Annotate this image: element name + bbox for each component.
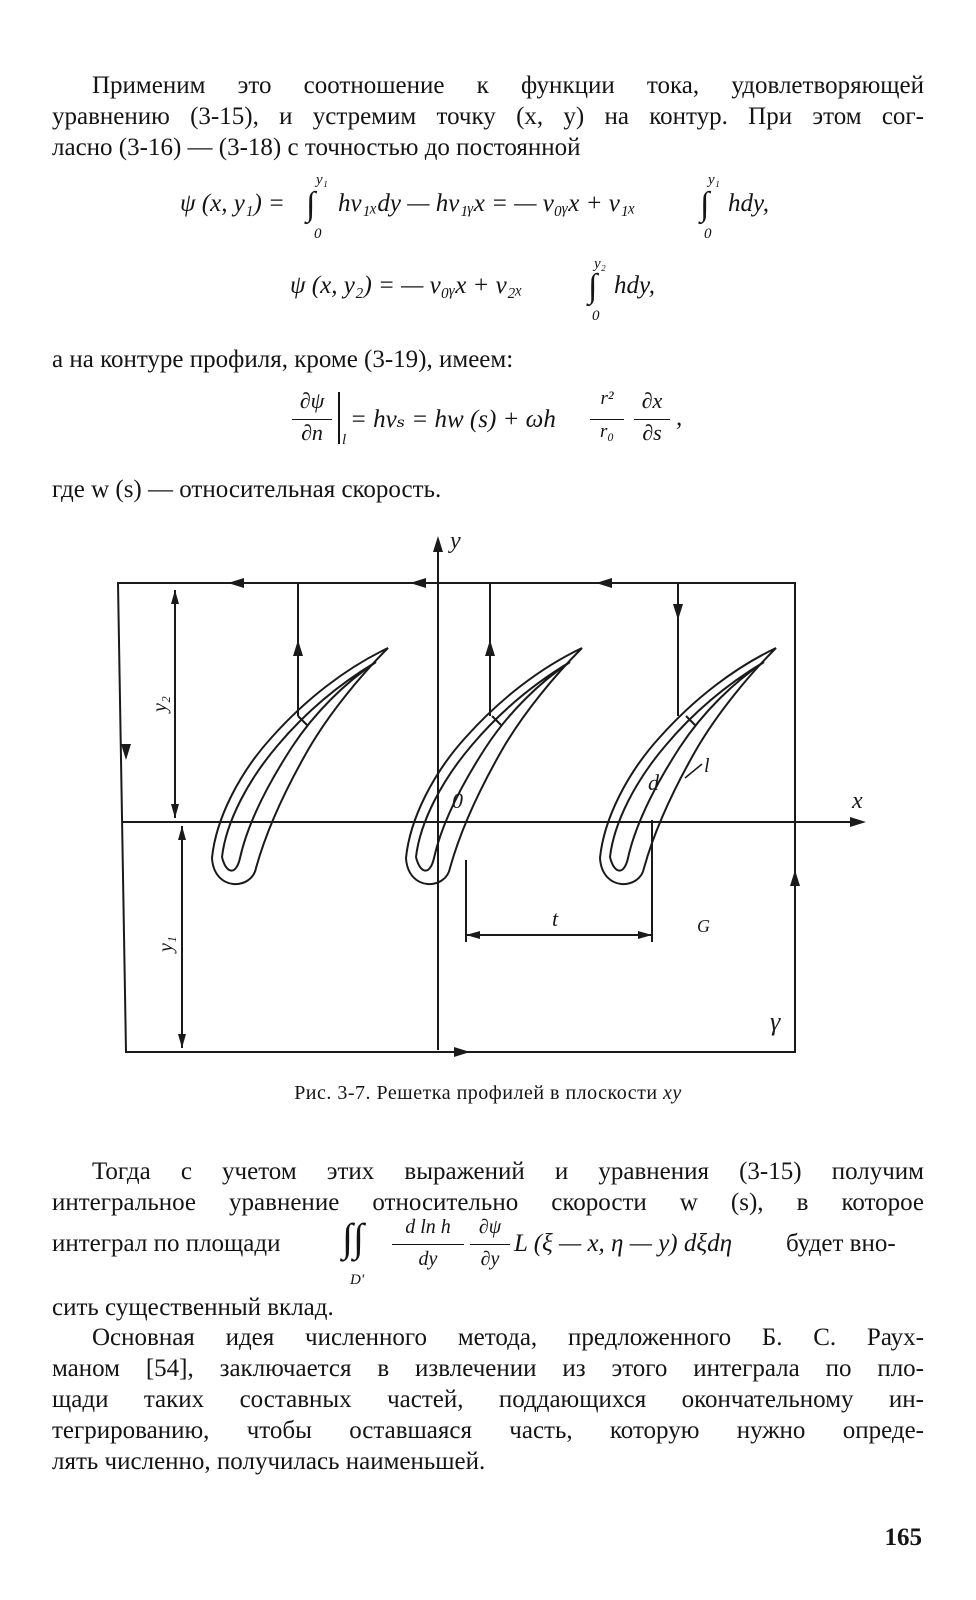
arrow-icon [171,804,179,818]
lower-limit: 0 [704,226,712,242]
text-line: Тогда с учетом этих выражений и уравнения (3-15) получим [92,1158,924,1185]
integral-sign: ∫ [588,268,598,305]
arrow-icon [178,1034,186,1048]
upper-limit: y₁ [316,172,328,188]
contour-line [118,583,795,1052]
fraction-numerator: ∂ψ [299,388,325,413]
l-label: l [704,755,710,777]
fraction-numerator: r² [600,388,614,409]
text-line: маном [54], заключается в извлечении из этого интеграла по пло- [52,1355,924,1382]
integral-sign: ∫ [306,186,316,223]
arrow-icon [790,870,800,886]
paragraph-integral-equation [52,1156,924,1218]
arrow-icon [178,826,186,840]
arrow-icon [433,536,443,552]
text-line: Применим это соотношение к функции тока, удовлетворяющей [92,72,924,99]
text-line: сить существенный вклад. [52,1294,334,1321]
integral-domain: D' [350,1272,365,1288]
text-line: Основная идея численного метода, предложенного Б. С. Раух- [92,1324,924,1351]
t-label: t [552,906,559,931]
integrand: L (ξ — x, η — y) dξdη [514,1230,732,1257]
fraction-denominator: r₀ [600,421,614,442]
text-line: щади таких составных частей, поддающихся окончательному ин- [52,1386,924,1413]
blade-profile [212,648,388,884]
fraction-numerator: d ln h [405,1216,451,1238]
equation-end: , [676,404,683,431]
arrow-icon [410,578,426,588]
origin-label: 0 [452,788,463,813]
y1-label: y₁ [155,936,177,952]
fraction-numerator: ∂ψ [478,1216,502,1238]
lower-limit: 0 [314,226,322,242]
fraction-numerator: ∂x [641,388,663,413]
caption-variable: xy [663,1082,682,1104]
d-label: d [648,770,659,795]
double-integral-sign: ∫∫ [342,1215,364,1260]
caption-text: Рис. 3-7. Решетка профилей в плоскости [294,1082,658,1104]
text-line: будет вно- [786,1230,896,1257]
fraction-denominator: ∂n [301,420,323,445]
arrow-icon [485,640,495,656]
fraction-bar [470,1244,510,1245]
paragraph-integral-end [52,1292,924,1323]
equation-lhs: ψ (x, y₂) = — v₀ᵧx + v₂ₓ [290,272,523,299]
arrow-icon [454,1047,470,1057]
profile-contour [212,648,388,884]
lower-limit: 0 [592,308,600,324]
figure-caption [0,1082,976,1105]
text-line: ласно (3-16) — (3-18) с точностью до постоянной [52,134,581,161]
equation-lhs: ψ (x, y₁) = [180,190,285,217]
gamma-label: γ [770,1007,781,1036]
text-line: уравнению (3-15), и устремим точку (x, y) на контур. При этом сог- [52,103,924,130]
equation-body: hv₁ₓdy — hv₁ᵧx = — v₀ᵧx + v₁ₓ [338,190,636,217]
equation-tail: hdy, [614,272,655,299]
y2-label: y₂ [149,696,171,712]
evaluation-subscript: l [342,432,347,448]
arrow-icon [171,590,179,604]
integral-sign: ∫ [700,186,710,223]
text-line: интегральное уравнение относительно скорости w (s), в которое [52,1189,924,1216]
text-line: где w (s) — относительная скорость. [52,476,442,503]
fraction-denominator: dy [418,1248,438,1270]
arrow-icon [228,578,244,588]
x-axis-label: x [852,788,863,814]
arrow-icon [466,931,480,939]
page-number: 165 [884,1524,922,1551]
y-axis-label: y [450,528,461,554]
arrow-icon [850,817,866,827]
equation-tail: hdy, [728,190,769,217]
text-line: лять численно, получилась наименьшей. [52,1448,486,1475]
fraction-bar [392,1244,464,1245]
text-line: а на контуре профиля, кроме (3-19), имеем: [52,346,514,373]
arrow-icon [121,744,131,760]
G-label: G [697,916,710,936]
text-line: тегрированию, чтобы оставшаяся часть, которую нужно опреде- [52,1417,924,1444]
upper-limit: y₁ [708,172,720,188]
equation-middle: = hvₛ = hw (s) + ωh [350,406,556,433]
paragraph-numerical-method [52,1322,924,1477]
arrow-icon [673,604,683,620]
text-line: интеграл по площади [52,1230,281,1257]
arrow-icon [293,640,303,656]
fraction-denominator: ∂y [480,1248,500,1270]
arrow-icon [596,578,612,588]
upper-limit: y₂ [594,256,606,272]
arrow-icon [638,931,652,939]
fraction-denominator: ∂s [642,420,662,445]
